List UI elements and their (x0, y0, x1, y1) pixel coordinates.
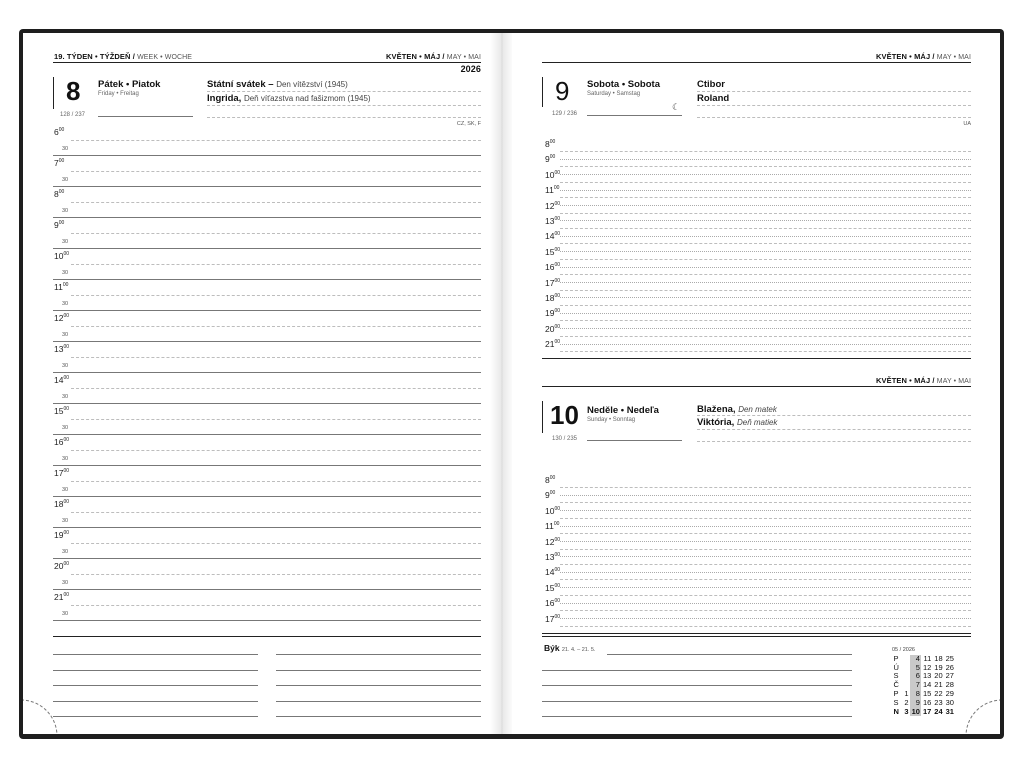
half-hour-line (560, 236, 971, 237)
half-hour-label: 30 (62, 487, 69, 493)
half-hour-line (560, 205, 971, 206)
name-day-sun-2: Viktória, Deň matiek (697, 417, 778, 428)
note-line (542, 716, 852, 717)
header-rule (53, 62, 481, 63)
half-hour-label: 30 (62, 549, 69, 555)
hour-label: $15^{00}$ (545, 246, 561, 257)
half-hour-label: 30 (62, 332, 69, 338)
hour-line (71, 295, 481, 296)
half-hour-line (53, 434, 481, 435)
half-hour-label: 30 (62, 394, 69, 400)
mini-calendar-date: 26 (945, 662, 954, 672)
year-label: 2026 (460, 64, 481, 74)
hour-line (71, 450, 481, 451)
hour-label: $8^{00}$ (545, 475, 556, 485)
half-hour-line (53, 403, 481, 404)
hour-label: $8^{00}$ (54, 189, 65, 199)
mini-calendar-weekday: Č (893, 680, 899, 690)
hour-label: $18^{00}$ (54, 499, 70, 509)
corner-cutout-left (23, 688, 65, 734)
mini-calendar-date (903, 655, 910, 664)
half-hour-line (560, 618, 971, 619)
half-hour-label: 30 (62, 425, 69, 431)
hour-line (560, 197, 971, 198)
hour-line (71, 233, 481, 234)
day-number-bar-sat (542, 77, 543, 107)
hour-label: $16^{00}$ (545, 598, 561, 609)
day-name-rule (98, 116, 193, 117)
notes-rule (53, 636, 481, 637)
half-hour-line (560, 572, 971, 573)
mini-calendar-weekday: P (893, 688, 899, 698)
hour-label: $9^{00}$ (545, 154, 556, 165)
hour-line (560, 274, 971, 275)
half-hour-line (53, 310, 481, 311)
hour-line (560, 518, 971, 519)
hour-label: $16^{00}$ (54, 437, 70, 447)
note-line (53, 685, 258, 686)
mini-calendar-date: 14 (922, 680, 932, 690)
mini-calendar-date: 12 (922, 662, 932, 672)
hour-line (560, 182, 971, 183)
half-hour-label: 30 (62, 456, 69, 462)
hour-line (71, 543, 481, 544)
hour-label: $9^{00}$ (545, 490, 556, 501)
hour-line (560, 305, 971, 306)
half-hour-line (560, 344, 971, 345)
mini-calendar-date: 17 (922, 706, 932, 716)
hour-line (560, 151, 971, 152)
note-line (53, 716, 258, 717)
day-name-sat: Sobota • Sobota (587, 79, 660, 90)
hour-label: $11^{00}$ (545, 185, 560, 196)
mini-calendar-date: 15 (922, 688, 932, 698)
half-hour-line (53, 279, 481, 280)
mini-calendar-date: 19 (934, 662, 943, 672)
hour-label: $19^{00}$ (54, 530, 70, 540)
note-line (542, 670, 852, 671)
mini-calendar-header: 05 / 2026 (892, 647, 915, 653)
hour-line (71, 388, 481, 389)
left-page (23, 33, 510, 734)
hour-label: $21^{00}$ (545, 339, 561, 350)
day-number-bar-sun (542, 401, 543, 433)
hour-label: $7^{00}$ (54, 158, 65, 168)
mini-calendar-weekday: N (893, 706, 899, 716)
half-hour-label: 30 (62, 239, 69, 245)
hour-label: $9^{00}$ (54, 220, 65, 230)
mini-month-calendar (892, 646, 955, 716)
hour-line (560, 487, 971, 488)
hour-line (560, 228, 971, 229)
hour-line (71, 140, 481, 141)
half-hour-line (560, 267, 971, 268)
half-hour-line (53, 217, 481, 218)
day-name: Pátek • Piatok (98, 79, 161, 90)
half-hour-line (560, 174, 971, 175)
half-hour-line (53, 155, 481, 156)
country-codes-sat: UA (963, 121, 971, 127)
note-line (53, 670, 258, 671)
day-counter-sat: 129 / 236 (552, 111, 578, 117)
half-hour-label: 30 (62, 363, 69, 369)
day-name-sun: Neděle • Nedeľa (587, 405, 659, 416)
hour-line (560, 259, 971, 260)
month-label-right: KVĚTEN • MÁJ / MAY • MAI (875, 52, 971, 61)
hour-line (560, 579, 971, 580)
hour-line (71, 512, 481, 513)
mini-calendar-weekday: P (893, 653, 899, 663)
country-codes: CZ, SK, F (456, 121, 481, 127)
schedule-end-rule (542, 358, 971, 359)
mini-calendar-date: 13 (922, 671, 932, 681)
mini-calendar-date: 21 (934, 680, 943, 690)
mini-calendar-date: 29 (945, 688, 954, 698)
hour-label: $21^{00}$ (54, 592, 70, 602)
mini-calendar-date: 27 (945, 671, 954, 681)
hour-line (560, 595, 971, 596)
hour-label: $15^{00}$ (545, 582, 561, 593)
hour-line (560, 626, 971, 627)
week-label: 19. TÝDEN • TÝŽDEŇ / WEEK • WOCHE (54, 52, 193, 61)
hour-label: $10^{00}$ (545, 169, 561, 180)
book-gutter (490, 33, 514, 734)
note-line (276, 654, 481, 655)
hour-label: $19^{00}$ (545, 308, 561, 319)
mini-calendar-date: 10 (911, 706, 920, 716)
hour-label: $15^{00}$ (54, 406, 70, 416)
hour-line (71, 605, 481, 606)
day-number: 8 (66, 76, 81, 106)
half-hour-line (560, 510, 971, 511)
mini-calendar-date: 20 (934, 671, 943, 681)
month-label-sunday: KVĚTEN • MÁJ / MAY • MAI (875, 376, 971, 385)
half-hour-line (560, 159, 971, 160)
hour-line (71, 481, 481, 482)
note-line (276, 670, 481, 671)
mini-calendar-grid (892, 655, 955, 717)
half-hour-line (560, 282, 971, 283)
half-hour-line (560, 190, 971, 191)
hour-line (560, 166, 971, 167)
half-hour-label: 30 (62, 177, 69, 183)
hour-label: $13^{00}$ (545, 552, 561, 562)
day-name-other-sun: Sunday • Sonntag (587, 417, 636, 423)
half-hour-line (560, 251, 971, 252)
mini-calendar-date: 2 (904, 697, 909, 707)
half-hour-line (53, 186, 481, 187)
day-name-other-sat: Saturday • Samstag (587, 91, 641, 97)
day-note-1: Státní svátek – Den vítězství (1945) (207, 79, 348, 90)
half-hour-line (560, 556, 971, 557)
note-line (276, 701, 481, 702)
half-hour-line (560, 541, 971, 542)
hour-label: $12^{00}$ (54, 313, 70, 323)
hour-label: $16^{00}$ (545, 262, 561, 273)
hour-line (560, 351, 971, 352)
mini-calendar-date: 7 (910, 681, 921, 690)
hour-label: $6^{00}$ (54, 127, 65, 137)
half-hour-label: 30 (62, 270, 69, 276)
half-hour-line (53, 589, 481, 590)
note-line (53, 701, 258, 702)
half-hour-line (53, 465, 481, 466)
half-hour-line (560, 220, 971, 221)
zodiac-sign: Býk 21. 4. – 21. 5. (544, 643, 596, 653)
sunday-header-rule (542, 386, 971, 387)
corner-cutout-right (958, 688, 1000, 734)
day-number-sat: 9 (555, 76, 570, 106)
mini-calendar-date: 1 (904, 688, 909, 698)
half-hour-line (53, 558, 481, 559)
hour-line (71, 171, 481, 172)
mini-calendar-date: 31 (945, 706, 954, 716)
mini-calendar-date: 30 (945, 697, 954, 707)
hour-label: $17^{00}$ (545, 613, 561, 624)
hour-line (560, 549, 971, 550)
mini-calendar-date: 4 (910, 655, 921, 664)
day-counter: 128 / 237 (60, 112, 86, 118)
header-rule-right (542, 62, 971, 63)
hour-line (560, 610, 971, 611)
note-line (276, 685, 481, 686)
mini-calendar-weekday: Ú (893, 662, 899, 672)
hour-label: $17^{00}$ (545, 277, 561, 288)
hour-label: $8^{00}$ (545, 139, 556, 149)
note-line (542, 685, 852, 686)
hour-label: $12^{00}$ (545, 200, 561, 211)
hour-line (560, 243, 971, 244)
half-hour-line (560, 587, 971, 588)
hour-line (560, 564, 971, 565)
note-line (542, 701, 852, 702)
note-line (53, 654, 258, 655)
name-day-sun-1: Blažena, Den matek (697, 404, 777, 415)
hour-line (560, 290, 971, 291)
hour-label: $13^{00}$ (545, 216, 561, 226)
moon-phase-icon: ☾ (672, 102, 681, 112)
half-hour-label: 30 (62, 146, 69, 152)
mini-calendar-date: 6 (910, 672, 921, 681)
half-hour-label: 30 (62, 611, 69, 617)
mini-calendar-date: 23 (934, 697, 943, 707)
hour-line (560, 502, 971, 503)
half-hour-line (560, 495, 971, 496)
mini-calendar-date: 11 (923, 653, 932, 663)
mini-calendar-date (903, 672, 910, 681)
hour-label: $11^{00}$ (54, 282, 69, 292)
half-hour-line (53, 620, 481, 621)
hour-label: $18^{00}$ (545, 293, 561, 303)
mini-calendar-date: 22 (934, 688, 943, 698)
mini-calendar-date: 28 (945, 680, 954, 690)
mini-calendar-weekday: S (893, 697, 899, 707)
hour-line (560, 336, 971, 337)
hour-label: $17^{00}$ (54, 468, 70, 478)
hour-line (71, 419, 481, 420)
half-hour-label: 30 (62, 208, 69, 214)
hour-label: $11^{00}$ (545, 521, 560, 532)
right-page (512, 33, 1000, 734)
mini-calendar-date: 5 (910, 664, 921, 673)
day-note-2: Ingrida, Deň víťazstva nad fašizmom (1945) (207, 93, 371, 104)
mini-calendar-weekday: S (893, 671, 899, 681)
half-hour-line (53, 372, 481, 373)
hour-line (71, 326, 481, 327)
half-hour-line (560, 526, 971, 527)
mini-calendar-row (892, 708, 955, 717)
half-hour-label: 30 (62, 301, 69, 307)
hour-line (71, 357, 481, 358)
half-hour-line (53, 341, 481, 342)
hour-label: $10^{00}$ (545, 505, 561, 516)
hour-label: $13^{00}$ (54, 344, 70, 354)
half-hour-line (53, 496, 481, 497)
half-hour-line (560, 313, 971, 314)
hour-label: $20^{00}$ (545, 323, 561, 334)
hour-line (560, 213, 971, 214)
note-line (607, 654, 852, 655)
hour-label: $12^{00}$ (545, 536, 561, 547)
day-counter-sun: 130 / 235 (552, 436, 578, 442)
half-hour-line (53, 527, 481, 528)
half-hour-line (560, 328, 971, 329)
day-number-bar (53, 77, 54, 109)
name-day-sat-1: Ctibor (697, 79, 725, 90)
note-line (276, 716, 481, 717)
hour-line (71, 202, 481, 203)
half-hour-label: 30 (62, 518, 69, 524)
name-day-sat-2: Roland (697, 93, 730, 104)
mini-calendar-date (903, 664, 910, 673)
mini-calendar-date: 24 (934, 706, 943, 716)
mini-calendar-date: 9 (910, 699, 921, 708)
hour-line (71, 574, 481, 575)
hour-line (560, 320, 971, 321)
day-number-sun: 10 (550, 400, 579, 430)
hour-label: $10^{00}$ (54, 251, 70, 261)
hour-line (560, 533, 971, 534)
mini-calendar-date: 8 (910, 690, 921, 699)
half-hour-line (53, 248, 481, 249)
hour-label: $14^{00}$ (545, 567, 561, 578)
mini-calendar-date: 16 (922, 697, 932, 707)
day-name-other: Friday • Freitag (98, 91, 139, 97)
mini-calendar-date: 18 (934, 653, 943, 663)
hour-label: $14^{00}$ (545, 231, 561, 242)
mini-calendar-date: 3 (904, 706, 909, 716)
schedule-end-rule (542, 633, 971, 634)
half-hour-line (560, 603, 971, 604)
month-label: KVĚTEN • MÁJ / MAY • MAI (385, 52, 481, 61)
mini-calendar-date: 25 (945, 653, 954, 663)
right-notes-rule (542, 636, 971, 637)
hour-label: $14^{00}$ (54, 375, 70, 385)
half-hour-label: 30 (62, 580, 69, 586)
hour-label: $20^{00}$ (54, 561, 70, 571)
half-hour-line (560, 297, 971, 298)
hour-line (71, 264, 481, 265)
